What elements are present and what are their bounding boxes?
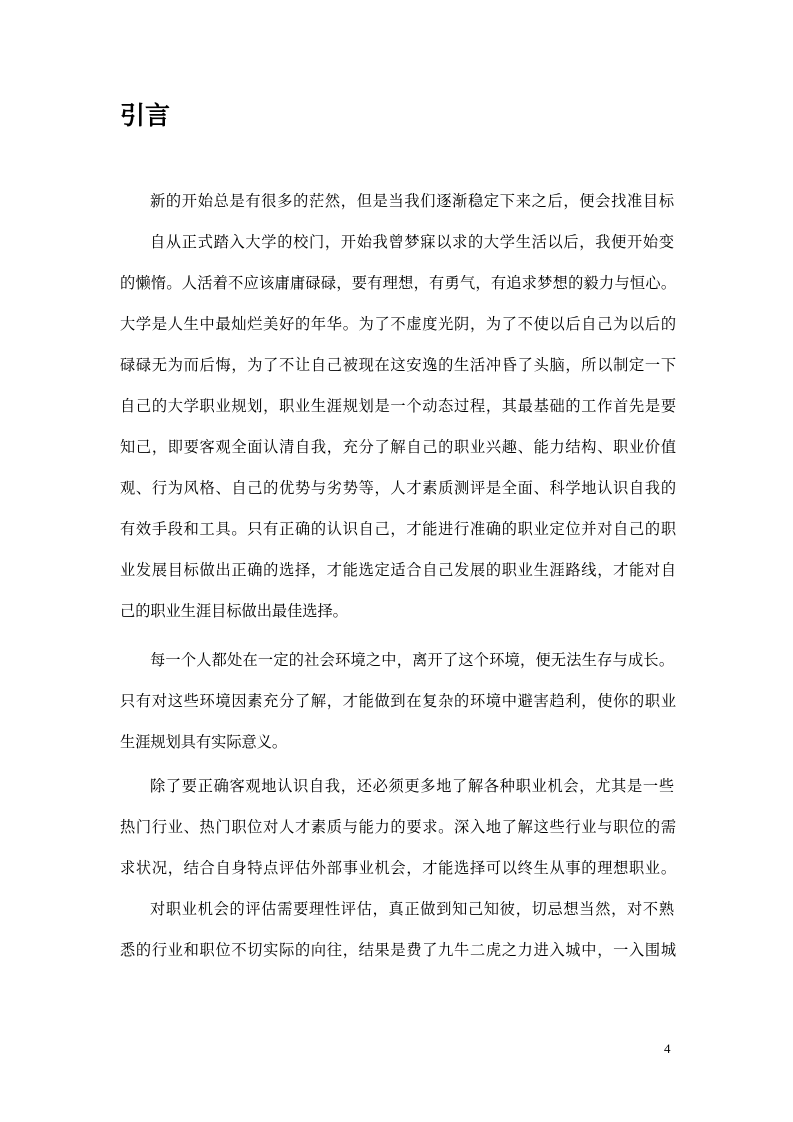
paragraph-line: 知己，即要客观全面认清自我，充分了解自己的职业兴趣、能力结构、职业价值 bbox=[120, 438, 676, 456]
paragraph-line: 的懒惰。人活着不应该庸庸碌碌，要有理想，有勇气，有追求梦想的毅力与恒心。 bbox=[120, 274, 676, 292]
paragraph-line: 自从正式踏入大学的校门，开始我曾梦寐以求的大学生活以后，我便开始变 bbox=[150, 233, 674, 251]
paragraph-line: 观、行为风格、自己的优势与劣势等，人才素质测评是全面、科学地认识自我的 bbox=[120, 479, 676, 497]
page-number: 4 bbox=[664, 1041, 671, 1056]
paragraph-line: 新的开始总是有很多的茫然，但是当我们逐渐稳定下来之后，便会找准目标 bbox=[150, 192, 674, 210]
paragraph-line: 悉的行业和职位不切实际的向往，结果是费了九牛二虎之力进入城中，一入围城 bbox=[120, 941, 676, 959]
paragraph-line: 碌碌无为而后悔，为了不让自己被现在这安逸的生活冲昏了头脑，所以制定一下 bbox=[120, 356, 676, 374]
paragraph-line: 只有对这些环境因素充分了解，才能做到在复杂的环境中避害趋利，使你的职业 bbox=[120, 692, 676, 710]
paragraph-line: 生涯规划具有实际意义。 bbox=[120, 733, 288, 751]
paragraph-line: 除了要正确客观地认识自我，还必须更多地了解各种职业机会，尤其是一些 bbox=[150, 777, 674, 795]
paragraph-line: 对职业机会的评估需要理性评估，真正做到知己知彼，切忌想当然，对不熟 bbox=[150, 900, 674, 918]
paragraph-line: 自己的大学职业规划，职业生涯规划是一个动态过程，其最基础的工作首先是要 bbox=[120, 397, 676, 415]
section-heading: 引言 bbox=[120, 101, 171, 130]
paragraph-line: 业发展目标做出正确的选择，才能选定适合自己发展的职业生涯路线，才能对自 bbox=[120, 561, 676, 579]
paragraph-line: 求状况，结合自身特点评估外部事业机会，才能选择可以终生从事的理想职业。 bbox=[120, 859, 676, 877]
paragraph-line: 有效手段和工具。只有正确的认识自己，才能进行准确的职业定位并对自己的职 bbox=[120, 520, 676, 538]
paragraph-line: 己的职业生涯目标做出最佳选择。 bbox=[120, 602, 348, 620]
paragraph-line: 热门行业、热门职位对人才素质与能力的要求。深入地了解这些行业与职位的需 bbox=[120, 818, 676, 836]
paragraph-line: 大学是人生中最灿烂美好的年华。为了不虚度光阴，为了不使以后自己为以后的 bbox=[120, 315, 676, 333]
paragraph-line: 每一个人都处在一定的社会环境之中，离开了这个环境，便无法生存与成长。 bbox=[150, 651, 674, 669]
